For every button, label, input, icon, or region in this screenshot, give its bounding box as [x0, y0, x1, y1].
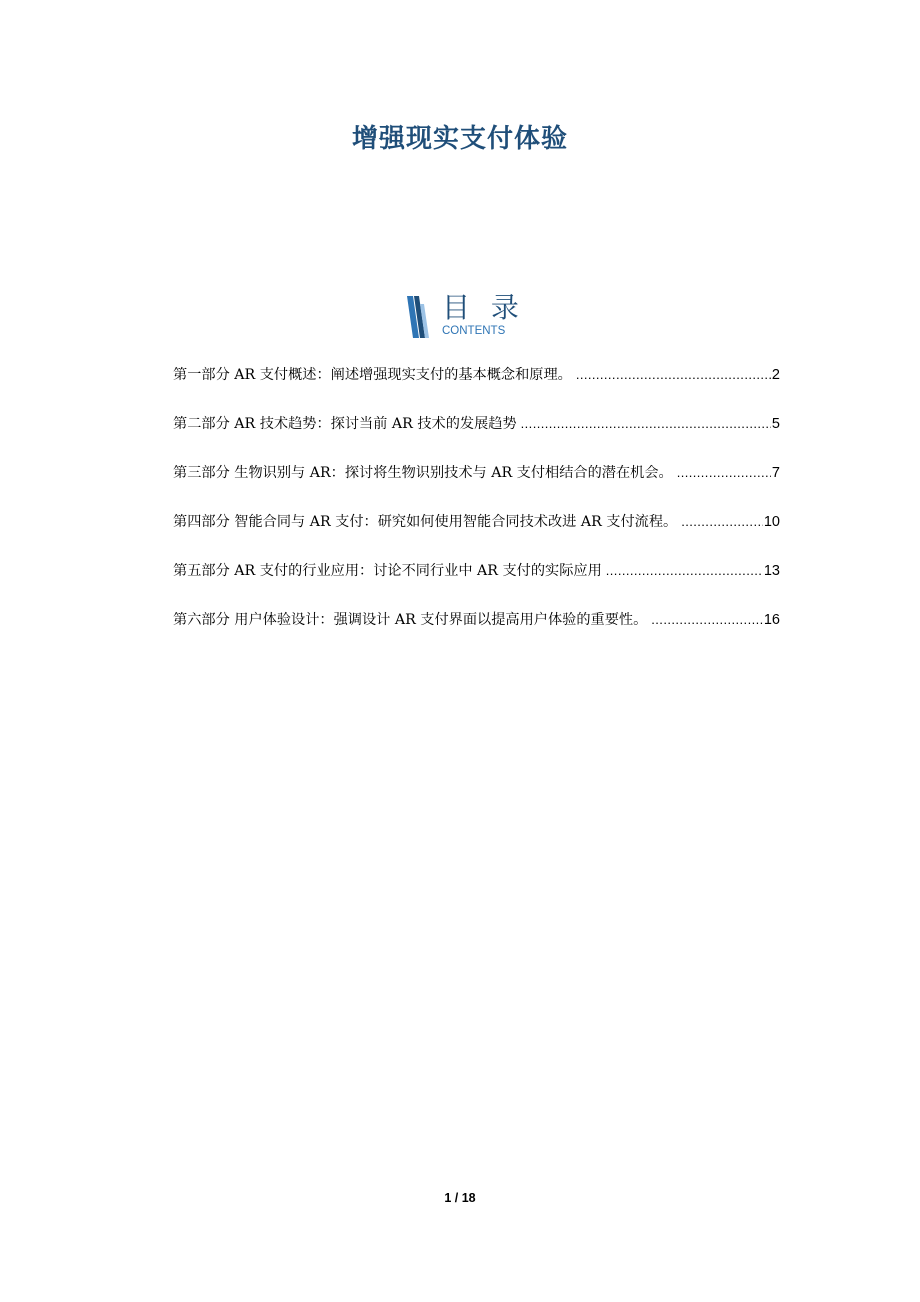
toc-entry-text: 第五部分 AR 支付的行业应用：讨论不同行业中 AR 支付的实际应用: [173, 563, 602, 579]
toc-entry-1[interactable]: [173, 364, 780, 413]
toc-leader-dots: [521, 416, 771, 431]
toc-entry-2[interactable]: [173, 413, 780, 462]
toc-entry-text: 第二部分 AR 技术趋势：探讨当前 AR 技术的发展趋势: [173, 416, 517, 432]
toc-entry-page: 13: [763, 563, 780, 579]
page-indicator: 1 / 18: [444, 1191, 476, 1205]
toc-leader-dots: [651, 612, 763, 627]
toc-entry-6[interactable]: [173, 609, 780, 658]
toc-subheading: CONTENTS: [442, 325, 506, 337]
toc-entry-text: 第三部分 生物识别与 AR：探讨将生物识别技术与 AR 支付相结合的潜在机会。: [173, 465, 673, 481]
toc-entry-page: 2: [771, 367, 780, 383]
toc-entry-3[interactable]: [173, 462, 780, 511]
toc-entry-text: 第六部分 用户体验设计：强调设计 AR 支付界面以提高用户体验的重要性。: [173, 612, 648, 628]
document-title: 增强现实支付体验: [351, 124, 568, 154]
toc-entry-page: 7: [771, 465, 780, 481]
toc-list: [173, 364, 780, 658]
toc-entry-page: 10: [763, 514, 780, 530]
toc-leader-dots: [681, 514, 763, 529]
toc-entry-4[interactable]: [173, 511, 780, 560]
toc-leader-dots: [677, 465, 771, 480]
toc-entry-page: 16: [763, 612, 780, 628]
toc-header: [405, 292, 525, 342]
toc-bookmark-logo-icon: [405, 294, 431, 340]
toc-entry-text: 第一部分 AR 支付概述：阐述增强现实支付的基本概念和原理。: [173, 367, 572, 383]
toc-leader-dots: [606, 563, 763, 578]
toc-leader-dots: [576, 367, 771, 382]
toc-heading: 目 录: [442, 291, 525, 324]
toc-entry-text: 第四部分 智能合同与 AR 支付：研究如何使用智能合同技术改进 AR 支付流程。: [173, 514, 678, 530]
toc-entry-page: 5: [771, 416, 780, 432]
toc-entry-5[interactable]: [173, 560, 780, 609]
